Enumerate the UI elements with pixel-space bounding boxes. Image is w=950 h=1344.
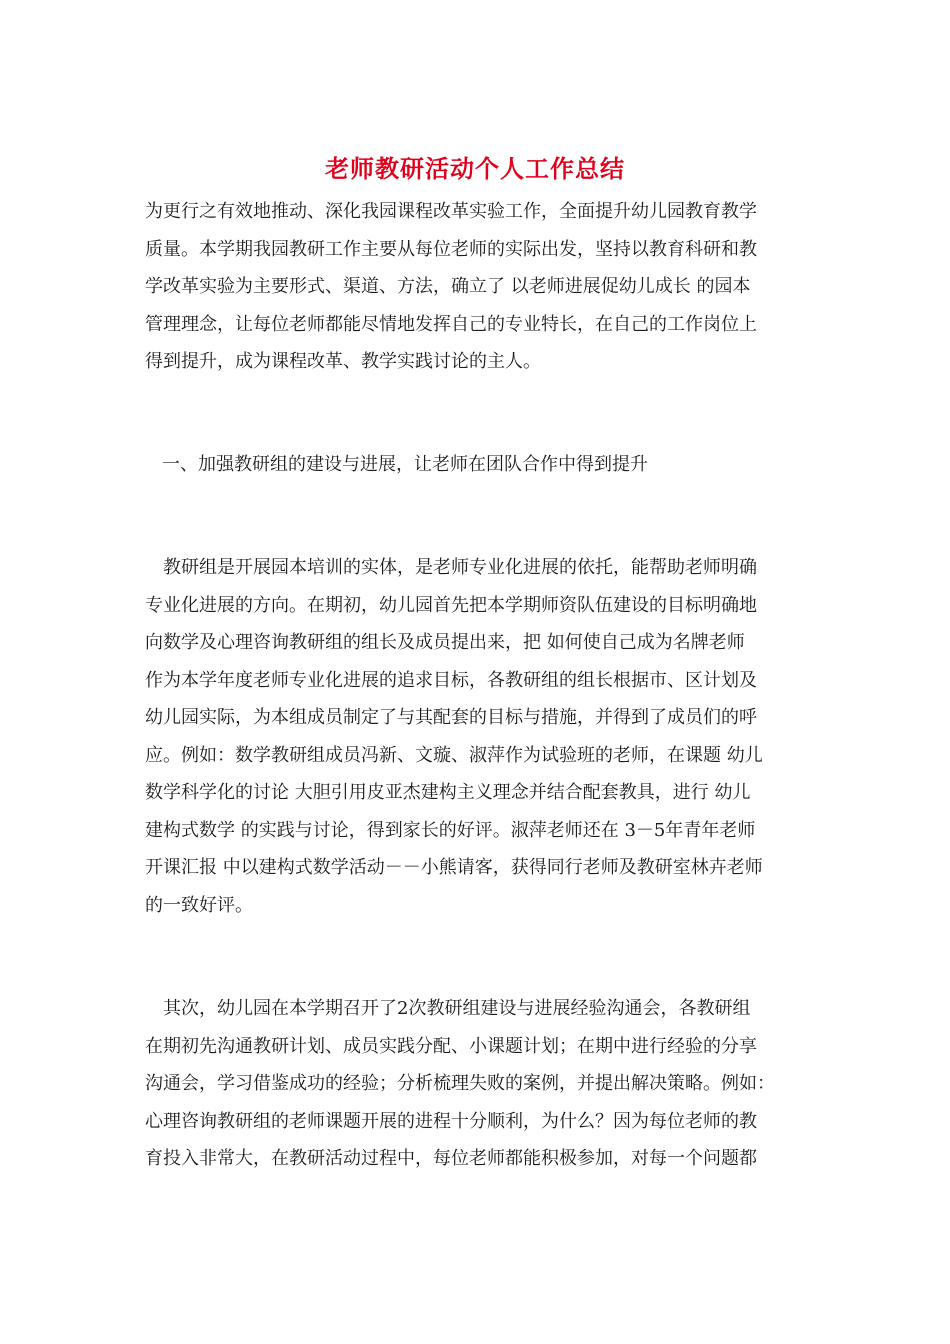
text-line: 开课汇报 中以建构式数学活动－－小熊请客，获得同行老师及教研室林卉老师	[145, 857, 763, 878]
text-line: 育投入非常大，在教研活动过程中，每位老师都能积极参加，对每一个问题都	[145, 1148, 757, 1169]
text-line: 建构式数学 的实践与讨论，得到家长的好评。淑萍老师还在 3－5年青年老师	[145, 819, 756, 841]
paragraph-teaching-groups	[145, 549, 810, 924]
document-title: 老师教研活动个人工作总结	[325, 154, 625, 183]
text-line: 幼儿园实际，为本组成员制定了与其配套的目标与措施，并得到了成员们的呼	[145, 707, 757, 728]
text-line: 在期初先沟通教研计划、成员实践分配、小课题计划；在期中进行经验的分享	[145, 1035, 757, 1057]
text-line: 专业化进展的方向。在期初，幼儿园首先把本学期师资队伍建设的目标明确地	[145, 594, 757, 616]
paragraph-exchange-meetings	[145, 990, 810, 1178]
text-line: 质量。本学期我园教研工作主要从每位老师的实际出发，坚持以教育科研和教	[145, 238, 757, 260]
text-line: 学改革实验为主要形式、渠道、方法，确立了 以老师进展促幼儿成长 的园本	[145, 276, 751, 297]
text-line: 应。例如：数学教研组成员冯新、文璇、淑萍作为试验班的老师，在课题 幼儿	[145, 744, 763, 766]
text-line: 作为本学年度老师专业化进展的追求目标，各教研组的组长根据市、区计划及	[145, 669, 757, 691]
text-line: 的一致好评。	[145, 894, 253, 916]
text-line: 管理理念，让每位老师都能尽情地发挥自己的专业特长，在自己的工作岗位上	[145, 313, 757, 335]
paragraph-intro	[145, 193, 810, 381]
text-line: 其次，幼儿园在本学期召开了2次教研组建设与进展经验沟通会，各教研组	[163, 998, 751, 1019]
text-line: 数学科学化的讨论 大胆引用皮亚杰建构主义理念并结合配套教具，进行 幼儿	[145, 782, 751, 803]
text-line: 沟通会，学习借鉴成功的经验；分析梳理失败的案例，并提出解决策略。例如：	[145, 1073, 775, 1094]
text-line: 向数学及心理咨询教研组的组长及成员提出来，把 如何使自己成为名牌老师	[145, 632, 745, 653]
section-heading	[162, 446, 802, 484]
text-line: 心理咨询教研组的老师课题开展的进程十分顺利，为什么？因为每位老师的教	[145, 1110, 757, 1132]
text-line: 教研组是开展园本培训的实体，是老师专业化进展的依托，能帮助老师明确	[163, 557, 757, 578]
text-line: 为更行之有效地推动、深化我园课程改革实验工作，全面提升幼儿园教育教学	[145, 201, 757, 222]
heading-text: 一、加强教研组的建设与进展，让老师在团队合作中得到提升	[162, 454, 648, 475]
text-line: 得到提升，成为课程改革、教学实践讨论的主人。	[145, 351, 541, 372]
